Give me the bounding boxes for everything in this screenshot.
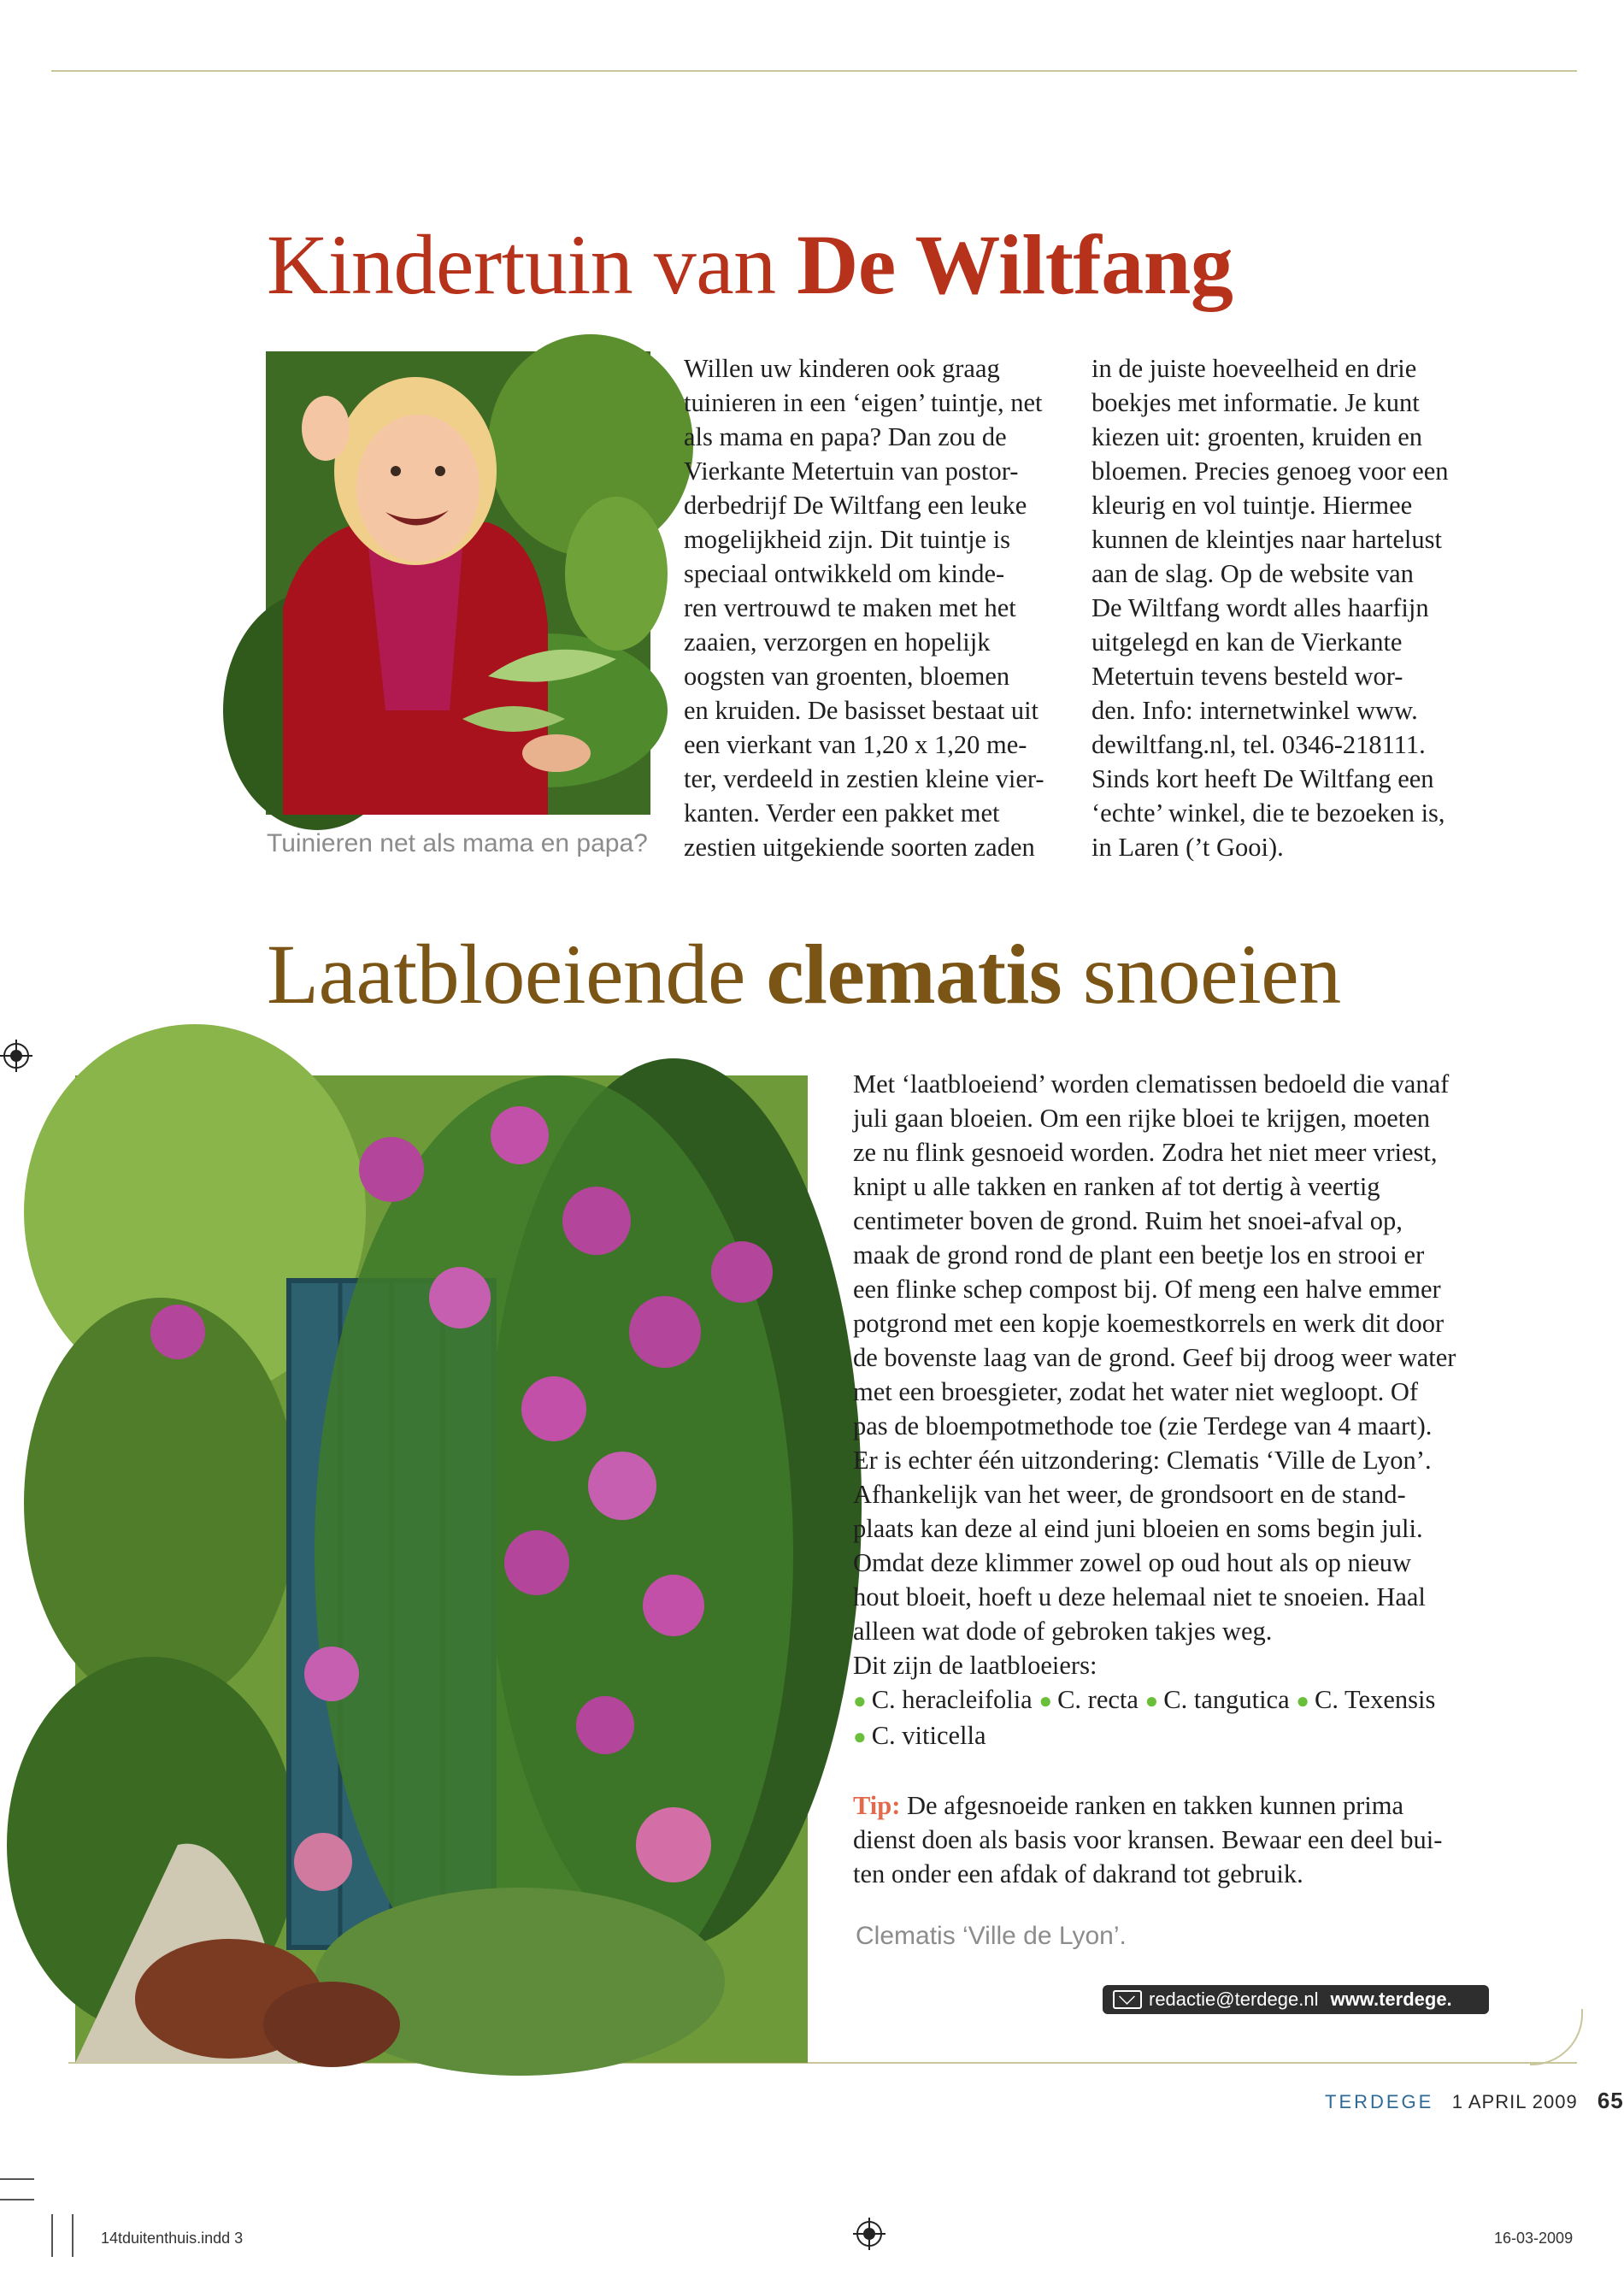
text-line: ‘echte’ winkel, die te bezoeken is, — [1091, 798, 1445, 828]
text-line: de bovenste laag van de grond. Geef bij droog weer water — [853, 1343, 1456, 1372]
clematis-photo — [75, 1075, 808, 2063]
text-line: potgrond met een kopje koemestkorrels en werk dit door — [853, 1309, 1445, 1338]
envelope-icon — [1113, 1990, 1142, 2009]
text-line: mogelijkheid zijn. Dit tuintje is — [684, 525, 1011, 554]
text-line: ren vertrouwd te maken met het — [684, 593, 1016, 622]
text-line: ter, verdeeld in zestien kleine vier- — [684, 764, 1044, 793]
child-garden-photo — [266, 351, 650, 815]
text-line: dienst doen als basis voor kransen. Bewaar een deel bui- — [853, 1825, 1443, 1854]
crop-mark — [0, 2199, 34, 2200]
text-line: Met ‘laatbloeiend’ worden clematissen bedoeld die vanaf — [853, 1069, 1450, 1099]
text-line: kiezen uit: groenten, kruiden en — [1091, 422, 1423, 451]
text-line: bloemen. Precies genoeg voor een — [1091, 457, 1449, 486]
top-rule — [51, 70, 1577, 72]
text-line: tuinieren in een ‘eigen’ tuintje, net — [684, 388, 1043, 417]
text-line: ten onder een afdak of dakrand tot gebruik. — [853, 1859, 1303, 1888]
text-line: met een broesgieter, zodat het water niet wegloopt. Of — [853, 1377, 1419, 1406]
text-line: ze nu flink gesnoeid worden. Zodra het niet meer vriest, — [853, 1138, 1438, 1167]
bullet-list-line-2 — [853, 1718, 1494, 1754]
text-line: Dit zijn de laatbloeiers: — [853, 1651, 1097, 1680]
crop-mark — [72, 2214, 74, 2257]
page-footer — [1325, 2088, 1624, 2114]
text-line: kunnen de kleintjes naar hartelust — [1091, 525, 1442, 554]
text-line: en kruiden. De basisset bestaat uit — [684, 696, 1039, 725]
article2-title: Laatbloeiende clematis snoeien — [267, 927, 1341, 1022]
text-line: kanten. Verder een pakket met — [684, 798, 1000, 828]
magazine-name: TERDEGE — [1325, 2091, 1434, 2112]
list-item: C. recta — [1057, 1685, 1139, 1714]
contact-bar — [1103, 1985, 1489, 2014]
text-line: plaats kan deze al eind juni bloeien en soms begin juli. — [853, 1514, 1423, 1543]
frame-corner — [1530, 2009, 1583, 2065]
text-line: zaaien, verzorgen en hopelijk — [684, 627, 991, 657]
text-line: Afhankelijk van het weer, de grondsoort en de stand- — [853, 1480, 1406, 1509]
text-line: pas de bloempotmethode toe (zie Terdege van 4 maart). — [853, 1411, 1433, 1440]
text-line: als mama en papa? Dan zou de — [684, 422, 1007, 451]
text-line: juli gaan bloeien. Om een rijke bloei te krijgen, moeten — [853, 1104, 1431, 1133]
text-line: maak de grond rond de plant een beetje los en strooi er — [853, 1240, 1425, 1270]
text-line: De Wiltfang wordt alles haarfijn — [1091, 593, 1429, 622]
text-line: zestien uitgekiende soorten zaden — [684, 833, 1035, 862]
bullet-list-line-1 — [853, 1682, 1494, 1718]
issue-month: APRIL — [1468, 2091, 1527, 2112]
article1-column-1 — [684, 351, 1073, 864]
slug-date: 16-03-2009 — [1494, 2230, 1574, 2247]
text-line: hout bloeit, hoeft u deze helemaal niet te snoeien. Haal — [853, 1582, 1426, 1611]
text-line: alleen wat dode of gebroken takjes weg. — [853, 1617, 1273, 1646]
text-line: oogsten van groenten, bloemen — [684, 662, 1010, 691]
spacer — [853, 1754, 1494, 1788]
website-link[interactable]: www.terdege. — [1330, 1988, 1452, 2010]
article1-title: Kindertuin van De Wiltfang — [267, 217, 1233, 312]
list-item: C. heracleifolia — [871, 1685, 1033, 1714]
bullet-icon: ● — [1144, 1688, 1159, 1713]
article2-photo-caption: Clematis ‘Ville de Lyon’. — [856, 1922, 1127, 1950]
registration-mark-icon — [3, 1043, 29, 1069]
list-item: C. viticella — [871, 1721, 986, 1750]
list-item: C. tangutica — [1163, 1685, 1290, 1714]
text-line: Omdat deze klimmer zowel op oud hout als op nieuw — [853, 1548, 1412, 1577]
text-line: Willen uw kinderen ook graag — [684, 354, 1000, 383]
crop-mark — [0, 2178, 34, 2180]
text-line: dewiltfang.nl, tel. 0346-218111. — [1091, 730, 1426, 759]
bullet-icon: ● — [1039, 1688, 1053, 1713]
text-line: derbedrijf De Wiltfang een leuke — [684, 491, 1027, 520]
list-item: C. Texensis — [1314, 1685, 1436, 1714]
text-line: speciaal ontwikkeld om kinde- — [684, 559, 1005, 588]
slug-filename: 14tduitenthuis.indd 3 — [101, 2230, 244, 2247]
article1-photo-caption: Tuinieren net als mama en papa? — [267, 829, 648, 857]
text-line: den. Info: internetwinkel www. — [1091, 696, 1418, 725]
article1-column-2 — [1091, 351, 1485, 864]
text-line: knipt u alle takken en ranken af tot dertig à veertig — [853, 1172, 1380, 1201]
text-line: aan de slag. Op de website van — [1091, 559, 1414, 588]
text-line: Sinds kort heeft De Wiltfang een — [1091, 764, 1434, 793]
crop-mark — [51, 2214, 53, 2257]
tip-label: Tip: — [853, 1791, 901, 1820]
text-line: Er is echter één uitzondering: Clematis ‘Ville de Lyon’. — [853, 1446, 1432, 1475]
issue-year: 2009 — [1532, 2091, 1578, 2112]
text-line: uitgelegd en kan de Vierkante — [1091, 627, 1403, 657]
article2-body — [853, 1067, 1494, 1891]
text-line: in Laren (’t Gooi). — [1091, 833, 1284, 862]
text-line: centimeter boven de grond. Ruim het snoei-afval op, — [853, 1206, 1403, 1235]
text-line: Metertuin tevens besteld wor- — [1091, 662, 1403, 691]
text-line: Vierkante Metertuin van postor- — [684, 457, 1019, 486]
text-line: een flinke schep compost bij. Of meng een halve emmer — [853, 1275, 1441, 1304]
issue-day: 1 — [1451, 2091, 1463, 2112]
email-link[interactable]: redactie@terdege.nl — [1149, 1988, 1319, 2010]
registration-mark-icon — [856, 2221, 882, 2247]
text-line: kleurig en vol tuintje. Hiermee — [1091, 491, 1413, 520]
text-line: een vierkant van 1,20 x 1,20 me- — [684, 730, 1027, 759]
tip-line: Tip: De afgesnoeide ranken en takken kunnen prima — [853, 1791, 1403, 1820]
text-line: in de juiste hoeveelheid en drie — [1091, 354, 1417, 383]
page-number: 65 — [1597, 2088, 1624, 2113]
bullet-icon: ● — [853, 1688, 867, 1713]
bullet-icon: ● — [853, 1724, 867, 1749]
text-line: boekjes met informatie. Je kunt — [1091, 388, 1420, 417]
bullet-icon: ● — [1296, 1688, 1309, 1713]
